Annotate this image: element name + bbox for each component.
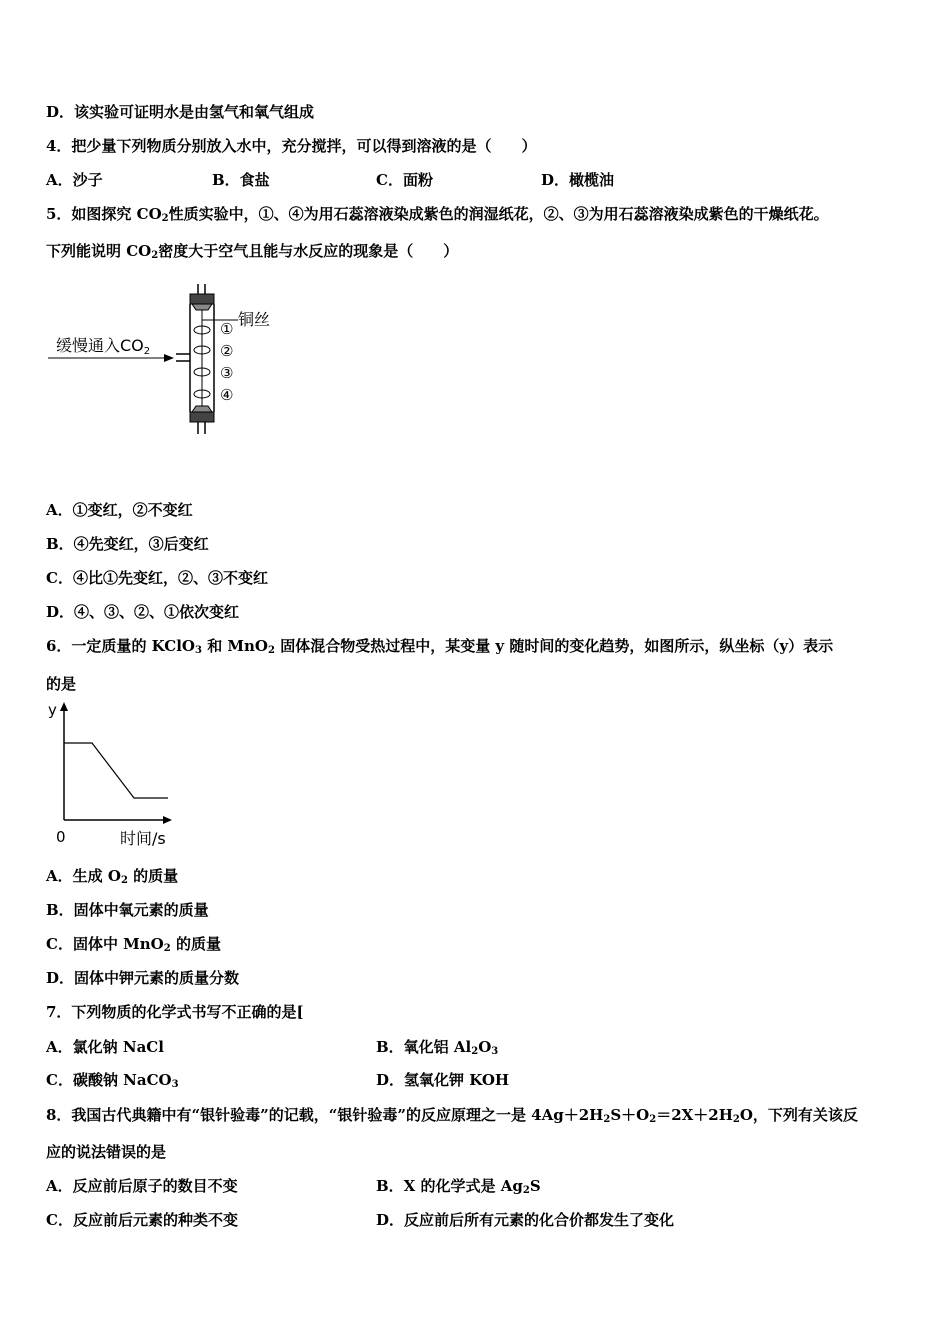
q7-option-c: C．碳酸钠 NaCO$_3$	[46, 1071, 179, 1090]
trend-line	[64, 743, 168, 798]
q6-stem-line2: 的是	[46, 675, 77, 693]
q6-option-a: A．生成 $O_2$ 的质量	[46, 867, 179, 886]
q3-option-d: D．该实验可证明水是由氢气和氧气组成	[46, 103, 315, 121]
q8-option-c: C．反应前后元素的种类不变	[46, 1211, 238, 1229]
q6-stem-line1: 6．一定质量的 KClO$_3$ 和 MnO$_2$ 固体混合物受热过程中，某变量 y 随时间的变化趋势，如图所示，纵坐标（y）表示	[46, 637, 834, 656]
q5-option-b: B．④先变红，③后变红	[46, 535, 209, 553]
q8-stem-line1: 8．我国古代典籍中有“银针验毒”的记载，“银针验毒”的反应原理之一是 $4Ag+2H_2S+O_2=2X+2H_2O$，下列有关该反	[46, 1106, 858, 1125]
q8-stem-line2: 应的说法错误的是	[46, 1143, 167, 1161]
q5-apparatus-figure	[40, 284, 300, 444]
x-axis-label: 时间/s	[120, 829, 166, 848]
q8-option-d: D．反应前后所有元素的化合价都发生了变化	[376, 1211, 675, 1229]
q4-stem: 4．把少量下列物质分别放入水中，充分搅拌，可以得到溶液的是（ ）	[46, 137, 537, 155]
copper-wire-label: 铜丝	[238, 310, 271, 329]
q4-option-b: B．食盐	[212, 171, 270, 189]
q7-option-a: A．氯化钠 NaCl	[46, 1038, 164, 1056]
origin-label: 0	[56, 828, 66, 846]
q7-option-b: B．氧化铝 $Al_2O_3$	[376, 1038, 499, 1057]
y-axis-label: y	[48, 701, 57, 719]
inlet-label: 缓慢通入CO2	[56, 336, 151, 357]
q5-stem-line2: 下列能说明 $CO_2$密度大于空气且能与水反应的现象是（ ）	[46, 242, 459, 261]
q4-option-c: C．面粉	[376, 171, 433, 189]
q8-option-a: A．反应前后原子的数目不变	[46, 1177, 238, 1195]
marker-2: ②	[220, 342, 234, 360]
q5-stem-line1: 5．如图探究 $CO_2$性质实验中，①、④为用石蕊溶液染成紫色的润湿纸花，②、③为用石蕊溶液染成紫色的干燥纸花。	[46, 205, 829, 224]
q7-option-d: D．氢氧化钾 KOH	[376, 1071, 510, 1089]
q6-option-b: B．固体中氧元素的质量	[46, 901, 209, 919]
q7-stem: 7．下列物质的化学式书写不正确的是[	[46, 1003, 304, 1021]
marker-3: ③	[220, 364, 234, 382]
q6-graph	[40, 698, 190, 850]
q8-option-b: B．X 的化学式是 $Ag_2S$	[376, 1177, 541, 1196]
marker-1: ①	[220, 320, 234, 338]
marker-4: ④	[220, 386, 234, 404]
q5-option-d: D．④、③、②、①依次变红	[46, 603, 240, 621]
q6-option-c: C．固体中 MnO$_2$ 的质量	[46, 935, 221, 954]
q6-option-d: D．固体中钾元素的质量分数	[46, 969, 240, 987]
q4-option-a: A．沙子	[46, 171, 103, 189]
q5-option-c: C．④比①先变红，②、③不变红	[46, 569, 268, 587]
q4-option-d: D．橄榄油	[541, 171, 615, 189]
q5-option-a: A．①变红，②不变红	[46, 501, 193, 519]
